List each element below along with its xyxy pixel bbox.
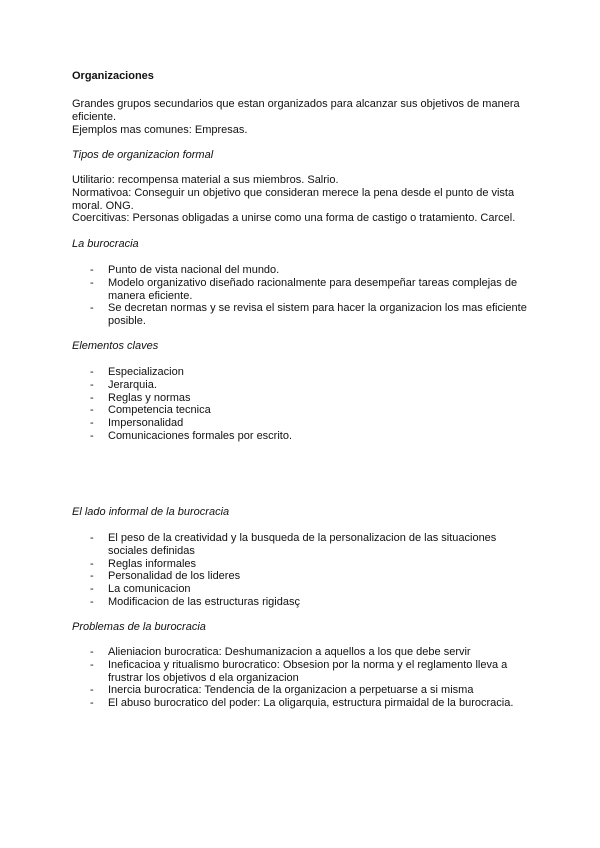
intro-line: Ejemplos mas comunes: Empresas. (72, 123, 248, 136)
intro-line: Grandes grupos secundarios que estan organizados para alcanzar sus objetivos de manera (72, 98, 520, 110)
burocracia-list (90, 264, 530, 328)
problemas-heading: Problemas de la burocracia (72, 621, 206, 633)
tipos-paragraph (72, 174, 532, 225)
list-item: - Impersonalidad (90, 417, 530, 430)
list-item: - Reglas informales (90, 558, 530, 571)
elementos-heading: Elementos claves (72, 340, 159, 352)
lado-informal-heading: El lado informal de la burocracia (72, 506, 230, 518)
list-item: - El peso de la creatividad y la busqueda de la personalizacion de las situaciones sociales definidas (90, 532, 530, 558)
list-item: - Punto de vista nacional del mundo. (90, 264, 530, 277)
list-item: - Se decretan normas y se revisa el sistem para hacer la organizacion los mas eficiente posible. (90, 302, 530, 328)
list-item: - Personalidad de los lideres (90, 570, 530, 583)
list-item: - Especializacion (90, 366, 530, 379)
tipos-line: Normativoa: Conseguir un objetivo que consideran merece la pena desde el punto de vista (72, 186, 515, 199)
lado-informal-list (90, 532, 530, 609)
list-item: - Ineficacioa y ritualismo burocratico: Obsesion por la norma y el reglamento lleva a frustrar los objetivos d ela organizacion (90, 659, 530, 685)
problemas-list (90, 646, 530, 710)
tipos-line: Coercitivas: Personas obligadas a unirse como una forma de castigo o tratamiento. Carcel. (72, 212, 516, 225)
tipos-line: Utilitario: recompensa material a sus miembros. Salrio. (72, 174, 339, 186)
tipos-heading: Tipos de organizacion formal (72, 149, 214, 161)
list-item: - El abuso burocratico del poder: La oligarquia, estructura pirmaidal de la burocracia. (90, 697, 530, 710)
intro-line: eficiente. (72, 110, 117, 123)
list-item: - Jerarquia. (90, 379, 530, 392)
list-item: - Reglas y normas (90, 392, 530, 405)
list-item: - Inercia burocratica: Tendencia de la organizacion a perpetuarse a si misma (90, 684, 530, 697)
list-item: - La comunicacion (90, 583, 530, 596)
list-item: - Modelo organizativo diseñado racionalmente para desempeñar tareas complejas de manera eficiente. (90, 277, 530, 303)
intro-paragraph (72, 98, 532, 136)
list-item: - Modificacion de las estructuras rigidasç (90, 596, 530, 609)
list-item: - Alieniacion burocratica: Deshumanizacion a aquellos a los que debe servir (90, 646, 530, 659)
page-title: Organizaciones (72, 70, 154, 82)
elementos-list (90, 366, 530, 443)
list-item: - Competencia tecnica (90, 404, 530, 417)
list-item: - Comunicaciones formales por escrito. (90, 430, 530, 443)
burocracia-heading: La burocracia (72, 238, 139, 250)
tipos-line: moral. ONG. (72, 199, 134, 212)
